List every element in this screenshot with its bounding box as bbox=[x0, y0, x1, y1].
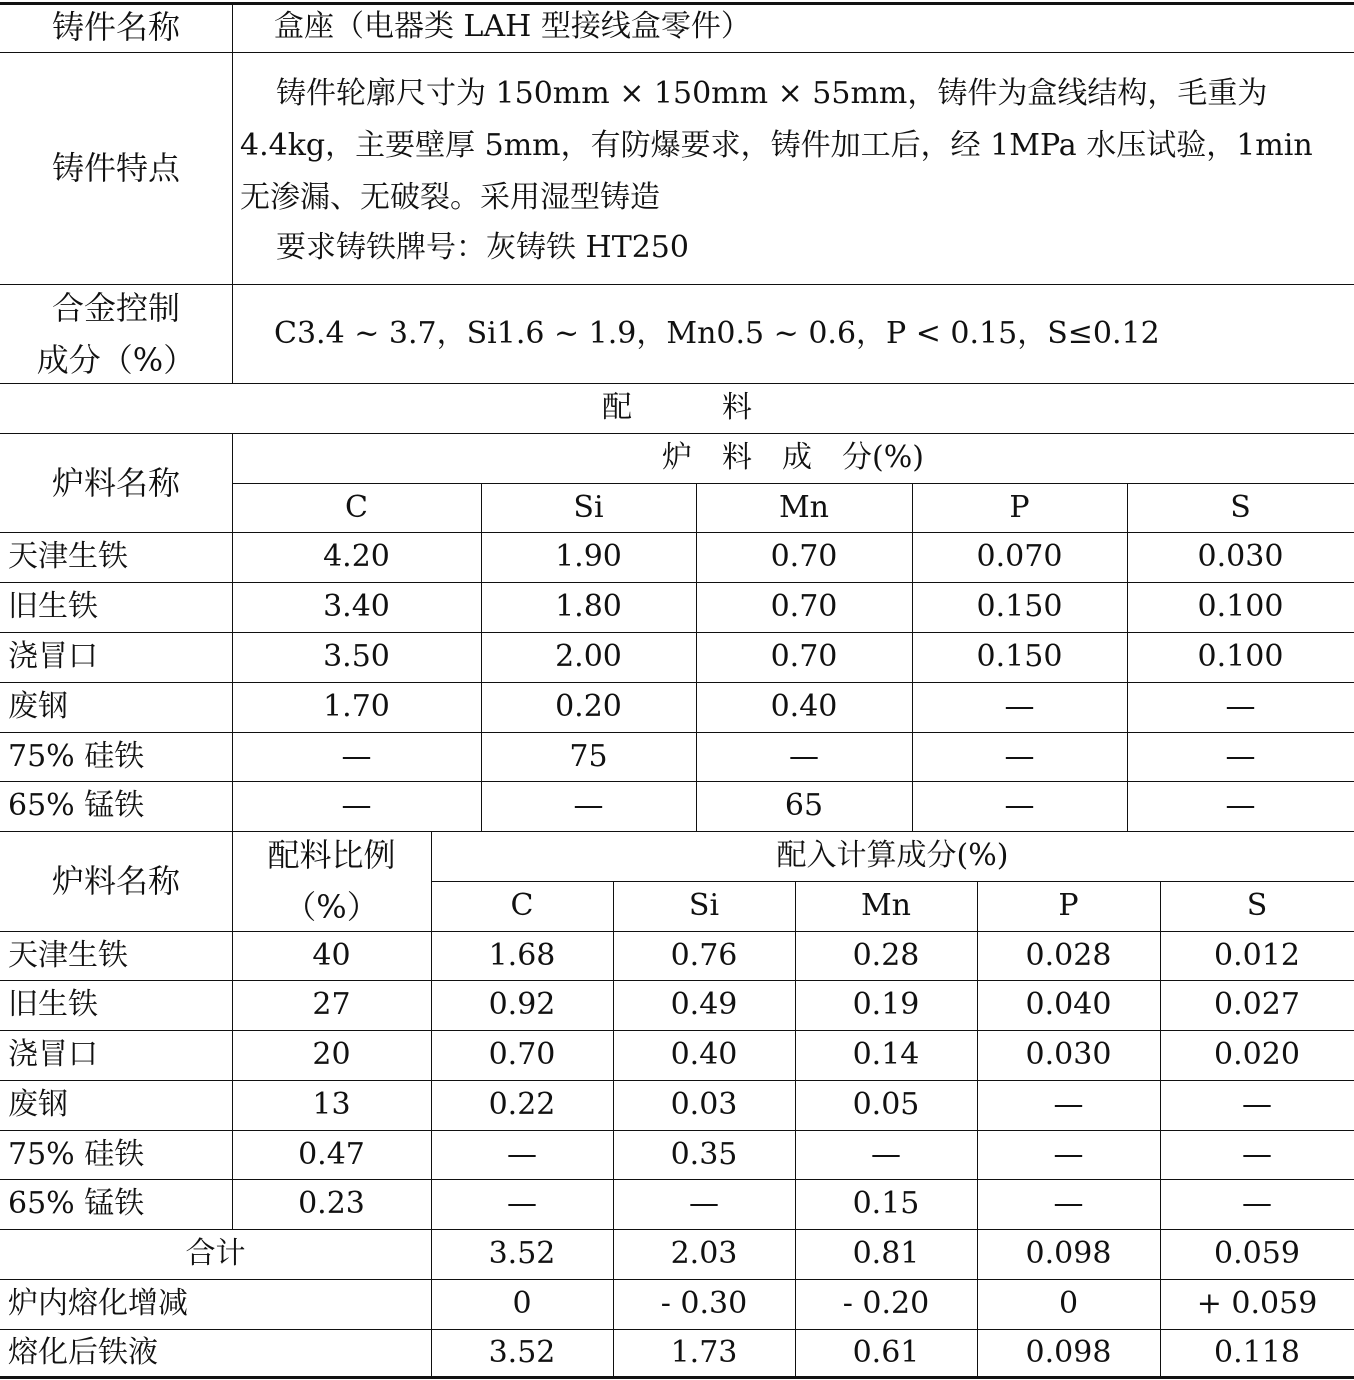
summary-cell: + 0.059 bbox=[1196, 1286, 1318, 1321]
casting-feature-label: 铸件特点 bbox=[51, 149, 180, 187]
calc-row-ratio: 20 bbox=[312, 1037, 351, 1072]
charge-cell: 3.40 bbox=[323, 589, 390, 624]
summary-row-name: 炉内熔化增减 bbox=[8, 1286, 188, 1321]
calc-cell: 0.28 bbox=[852, 937, 920, 973]
charge-cell: — bbox=[1004, 689, 1035, 724]
charge-cell: 4.20 bbox=[323, 539, 390, 574]
charge-element-header: Mn bbox=[778, 489, 830, 525]
summary-cell: 1.73 bbox=[670, 1335, 738, 1370]
calc-cell: 0.49 bbox=[670, 987, 738, 1022]
charge-cell: 0.100 bbox=[1197, 589, 1284, 624]
calc-element-header: S bbox=[1246, 888, 1268, 923]
charge-row-name: 天津生铁 bbox=[8, 539, 128, 574]
ratio-header-line-1: 配料比例 bbox=[267, 836, 396, 874]
calc-cell: 0.76 bbox=[670, 937, 738, 973]
charge-cell: — bbox=[1004, 738, 1035, 774]
alloy-control-value: C3.4 ~ 3.7，Si1.6 ~ 1.9，Mn0.5 ~ 0.6，P < 0.15，S≤0.12 bbox=[274, 315, 1160, 351]
summary-cell: 0.61 bbox=[852, 1335, 920, 1370]
charge-cell: — bbox=[341, 788, 372, 823]
calc-row-name: 旧生铁 bbox=[8, 987, 98, 1022]
charge-cell: 1.70 bbox=[323, 689, 390, 724]
ratio-header-line-2: （%） bbox=[284, 888, 379, 926]
charge-cell: — bbox=[341, 738, 372, 774]
charge-cell: 1.80 bbox=[555, 589, 622, 624]
charge-cell: 0.150 bbox=[976, 589, 1063, 624]
calc-cell: 0.22 bbox=[488, 1087, 556, 1122]
charge-cell: — bbox=[573, 788, 604, 823]
calc-cell: 0.028 bbox=[1025, 937, 1112, 973]
charge-composition-header: 炉 料 成 分(%) bbox=[662, 440, 924, 475]
summary-cell: 3.52 bbox=[488, 1335, 556, 1370]
calc-cell: — bbox=[1053, 1186, 1084, 1221]
charge-cell: — bbox=[1004, 788, 1035, 823]
casting-name-label: 铸件名称 bbox=[51, 8, 180, 46]
summary-cell: 0.098 bbox=[1025, 1335, 1112, 1370]
alloy-label-line-1: 合金控制 bbox=[51, 288, 180, 327]
section-title: 配 料 bbox=[602, 390, 752, 425]
calc-element-header: C bbox=[510, 888, 534, 923]
charge-cell: 2.00 bbox=[555, 639, 622, 674]
calc-cell: 0.35 bbox=[670, 1136, 738, 1172]
charge-cell: 0.70 bbox=[770, 539, 838, 574]
calc-row-ratio: 13 bbox=[312, 1087, 351, 1122]
summary-cell: - 0.20 bbox=[842, 1286, 930, 1321]
summary-cell: 3.52 bbox=[488, 1236, 556, 1271]
charge-cell: 75 bbox=[569, 738, 608, 774]
charge-cell: 3.50 bbox=[323, 639, 390, 674]
charge-cell: 65 bbox=[784, 788, 824, 823]
summary-cell: 0.81 bbox=[852, 1236, 920, 1271]
summary-cell: 0.059 bbox=[1214, 1236, 1300, 1271]
feature-line-1: 铸件轮廓尺寸为 150mm × 150mm × 55mm，铸件为盒线结构，毛重为 bbox=[276, 76, 1268, 111]
calc-row-ratio: 27 bbox=[312, 987, 351, 1022]
calc-row-name: 天津生铁 bbox=[8, 937, 128, 973]
calc-row-ratio: 0.23 bbox=[298, 1186, 365, 1221]
casting-name-value: 盒座（电器类 LAH 型接线盒零件） bbox=[274, 9, 751, 44]
alloy-label-line-2: 成分（%） bbox=[36, 340, 196, 379]
summary-cell: - 0.30 bbox=[660, 1286, 748, 1321]
calc-cell: 0.15 bbox=[852, 1186, 920, 1221]
charge-cell: 0.100 bbox=[1197, 639, 1284, 674]
charge-element-header: C bbox=[345, 489, 368, 525]
calc-cell: — bbox=[507, 1186, 537, 1221]
calc-cell: 0.19 bbox=[852, 987, 920, 1022]
alloy-control-label bbox=[0, 284, 232, 383]
calc-name-header: 炉料名称 bbox=[51, 862, 180, 900]
feature-line-2: 4.4kg，主要壁厚 5mm，有防爆要求，铸件加工后，经 1MPa 水压试验，1min bbox=[240, 128, 1313, 163]
summary-cell: 0 bbox=[1058, 1286, 1079, 1321]
summary-row-name: 合计 bbox=[185, 1236, 246, 1271]
calc-cell: 0.03 bbox=[670, 1087, 738, 1122]
charge-row-name: 浇冒口 bbox=[8, 639, 98, 674]
calc-cell: 0.40 bbox=[670, 1037, 738, 1072]
feature-line-4: 要求铸铁牌号：灰铸铁 HT250 bbox=[276, 230, 689, 265]
charge-row-name: 75% 硅铁 bbox=[8, 738, 145, 774]
calc-ratio-header bbox=[232, 831, 431, 931]
calc-cell: 0.012 bbox=[1214, 937, 1300, 973]
calc-row-name: 废钢 bbox=[8, 1087, 68, 1122]
summary-cell: 0 bbox=[512, 1286, 532, 1321]
charge-row-name: 旧生铁 bbox=[8, 589, 98, 624]
calc-cell: — bbox=[507, 1136, 537, 1172]
charge-cell: 1.90 bbox=[555, 539, 622, 574]
charge-element-header: P bbox=[1009, 489, 1030, 525]
calc-cell: 0.05 bbox=[852, 1087, 920, 1122]
calc-cell: — bbox=[1053, 1136, 1084, 1172]
charge-row-name: 65% 锰铁 bbox=[8, 788, 145, 823]
charge-element-header: Si bbox=[573, 489, 604, 525]
charge-cell: — bbox=[1225, 689, 1256, 724]
charge-cell: 0.70 bbox=[770, 589, 838, 624]
calc-element-header: Si bbox=[688, 888, 720, 923]
charge-cell: 0.070 bbox=[976, 539, 1063, 574]
calc-cell: 0.027 bbox=[1214, 987, 1300, 1022]
calc-cell: 0.92 bbox=[488, 987, 556, 1022]
summary-row-name: 熔化后铁液 bbox=[8, 1335, 158, 1370]
calc-row-name: 65% 锰铁 bbox=[8, 1186, 145, 1221]
charge-cell: 0.40 bbox=[770, 689, 838, 724]
charge-name-header: 炉料名称 bbox=[51, 463, 180, 502]
charge-cell: — bbox=[1225, 788, 1256, 823]
summary-cell: 0.118 bbox=[1214, 1335, 1300, 1370]
calc-cell: — bbox=[871, 1136, 901, 1172]
calc-cell: 0.70 bbox=[488, 1037, 556, 1072]
calc-cell: 0.14 bbox=[852, 1037, 920, 1072]
calc-cell: 0.020 bbox=[1214, 1037, 1300, 1072]
charge-cell: — bbox=[1225, 738, 1256, 774]
calc-element-header: Mn bbox=[860, 888, 912, 923]
charge-cell: 0.20 bbox=[555, 689, 622, 724]
feature-line-3: 无渗漏、无破裂。采用湿型铸造 bbox=[240, 180, 660, 215]
calc-row-name: 浇冒口 bbox=[8, 1037, 98, 1072]
calc-cell: — bbox=[1242, 1186, 1272, 1221]
charge-element-header: S bbox=[1230, 489, 1251, 525]
calc-cell: 0.040 bbox=[1025, 987, 1112, 1022]
calc-cell: — bbox=[1242, 1087, 1272, 1122]
charge-row-name: 废钢 bbox=[8, 689, 68, 724]
calc-cell: 1.68 bbox=[488, 937, 556, 973]
summary-cell: 0.098 bbox=[1025, 1236, 1112, 1271]
calc-row-name: 75% 硅铁 bbox=[8, 1136, 145, 1172]
charge-cell: — bbox=[789, 738, 819, 774]
calc-cell: — bbox=[1242, 1136, 1272, 1172]
charge-cell: 0.70 bbox=[770, 639, 838, 674]
charge-cell: 0.030 bbox=[1197, 539, 1284, 574]
charge-cell: 0.150 bbox=[976, 639, 1063, 674]
calc-cell: — bbox=[689, 1186, 719, 1221]
summary-cell: 2.03 bbox=[670, 1236, 738, 1271]
calc-cell: 0.030 bbox=[1025, 1037, 1112, 1072]
calc-element-header: P bbox=[1058, 888, 1079, 923]
calc-cell: — bbox=[1053, 1087, 1084, 1122]
calc-composition-header: 配入计算成分(%) bbox=[776, 838, 1009, 873]
calc-row-ratio: 40 bbox=[312, 937, 351, 973]
calc-row-ratio: 0.47 bbox=[298, 1136, 365, 1172]
